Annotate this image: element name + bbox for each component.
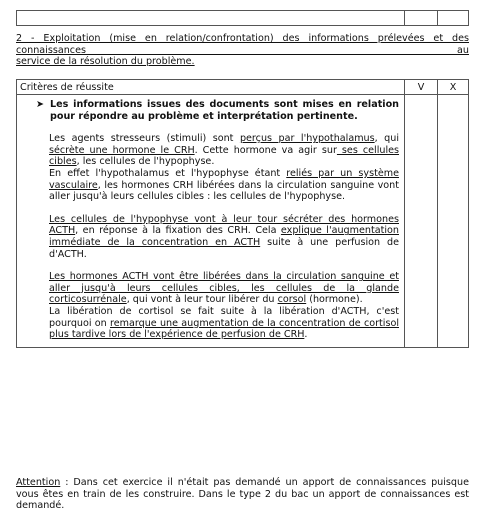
p3-text-b: , en réponse à la fixation des CRH. Cela	[75, 225, 281, 237]
p4-underlined-a: Les hormones ACTH vont être libérées dans la circulation sanguine et aller jusqu'à leurs cellules cibles, les cellules de la glande corticosurrénale	[49, 271, 399, 306]
criteria-table	[16, 79, 469, 348]
p1-text-c: , qui	[374, 133, 399, 145]
p1-underlined-d: sécrète une hormone le CRH	[49, 144, 195, 156]
section-heading-line-2: service de la résolution du problème.	[16, 56, 195, 67]
criteria-table-body-row	[17, 95, 469, 348]
paragraph-stimuli	[49, 133, 399, 168]
p2-text-a: En effet l'hypothalamus et l'hypophyse étant	[49, 167, 287, 179]
criterion-x-cell	[438, 95, 469, 348]
p3-text-d: suite à une perfusion de d'ACTH.	[49, 236, 399, 260]
attention-note	[16, 477, 469, 512]
p4-text-b: , qui vont à leur tour libérer du	[126, 294, 278, 306]
section-heading-line-1: 2 - Exploitation (mise en relation/confrontation) des informations prélevées et des connaissances au	[16, 33, 469, 56]
p1-text-a: Les agents stresseurs (stimuli) sont	[49, 133, 240, 145]
top-table-cell-x	[438, 11, 469, 26]
top-table-cell-main	[17, 11, 405, 26]
p1-underlined-f: ses cellules cibles	[49, 144, 400, 168]
p1-text-g: , les cellules de l'hypophyse.	[76, 156, 215, 168]
p5-underlined-b: remarque une augmentation de la concentration de cortisol plus tardive lors de l'expérience de perfusion de CRH	[49, 317, 399, 341]
criterion-bullet-text: Les informations issues des documents sont mises en relation pour répondre au problème et interprétation pertinente.	[50, 99, 399, 122]
criterion-cell	[17, 95, 405, 348]
p3-underlined-a: Les cellules de l'hypophyse vont à leur tour sécréter des hormones ACTH	[49, 213, 399, 237]
p1-text-e: . Cette hormone va agir sur	[194, 144, 337, 156]
paragraph-corticosurrenale	[49, 271, 399, 306]
p5-text-c: .	[304, 329, 308, 341]
attention-label: Attention	[16, 477, 61, 488]
p4-text-d: (hormone).	[306, 294, 363, 306]
header-v: V	[405, 80, 438, 95]
criterion-v-cell	[405, 95, 438, 348]
paragraph-vascular	[49, 168, 399, 203]
header-criteria: Critères de réussite	[17, 80, 405, 95]
top-table-stub	[16, 10, 469, 26]
paragraph-cortisol	[49, 306, 399, 341]
top-table-cell-v	[405, 11, 438, 26]
p2-underlined-b: reliés par un système vasculaire	[49, 167, 399, 191]
attention-text: : Dans cet exercice il n'était pas demandé un apport de connaissances puisque vous êtes en train de les construire. Dans le type 2 du bac un apport de connaissances est demandé.	[16, 477, 469, 512]
section-heading	[16, 33, 469, 68]
arrow-bullet-icon: ➤	[36, 99, 45, 110]
paragraph-acth	[49, 214, 399, 260]
p2-text-c: , les hormones CRH libérées dans la circulation sanguine vont aller jusqu'à leurs cellules cibles : les cellules de l'hypophyse.	[49, 179, 399, 203]
p4-underlined-c: corsol	[277, 294, 307, 306]
criterion-bullet	[36, 99, 399, 122]
p5-text-a: La libération de cortisol se fait suite à la libération d'ACTH, c'est pourquoi on	[49, 305, 399, 329]
p3-underlined-c: explique l'augmentation immédiate de la concentration en ACTH	[49, 225, 399, 248]
p1-underlined-b: perçus par l'hypothalamus	[239, 133, 375, 145]
criteria-table-header-row	[17, 80, 469, 95]
header-x: X	[438, 80, 469, 95]
